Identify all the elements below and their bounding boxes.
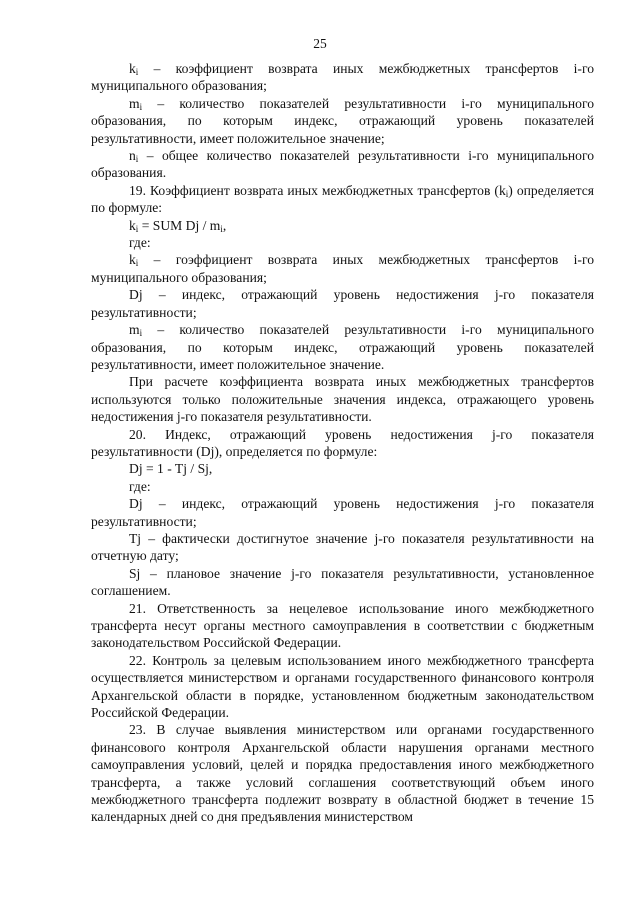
paragraph-item-20 (91, 426, 594, 461)
paragraph-pre-text: 21. Ответственность за нецелевое использование иного межбюджетного трансферта несут органы местного самоуправления в соответствии с бюджетным законодательством Российской Федерации. (91, 600, 594, 651)
paragraph-post-text: – гоэффициент возврата иных межбюджетных трансфертов i-го муниципального образования; (91, 252, 594, 285)
paragraph-sub-text: i (139, 328, 143, 339)
paragraph-pre-text: Tj – фактически достигнутое значение j-го показателя результативности на отчетную дату; (91, 530, 594, 564)
paragraph-def-dj-1 (91, 286, 594, 321)
paragraph-post-text: – коэффициент возврата иных межбюджетных трансфертов i-го муниципального образования; (91, 61, 594, 94)
paragraph-pre-text: Dj = 1 - Tj / Sj, (129, 461, 213, 477)
paragraph-pre-text: Dj – индекс, отражающий уровень недостижения j-го показателя результативности; (91, 496, 594, 529)
paragraph-pre-text: 23. В случае выявления министерством или органами государственного финансового контроля Архангельской области нарушения органами местного самоуправления условий, целей и порядка предоставления иного межбюджетного трансферта, а также условий соглашения соответствующий объем иного межбюджетного трансферта подлежит возврату в областной бюджет в течение 15 календарных дней со дня предъявления министерством (91, 722, 594, 825)
paragraph-def-ni (91, 147, 594, 182)
paragraph-pre-text: k (129, 217, 136, 233)
paragraph-item-23 (91, 721, 594, 825)
paragraph-pre-text: где: (129, 235, 151, 251)
paragraph-pre-text: m (129, 95, 140, 111)
paragraph-def-tj (91, 530, 594, 565)
paragraph-sub-text: i (135, 223, 139, 234)
paragraph-sub-text: i (139, 101, 143, 112)
paragraph-sub2-text: i (220, 223, 223, 234)
paragraph-pre-text: 20. Индекс, отражающий уровень недостижения j-го показателя результативности (Dj), определяется по формуле: (91, 426, 594, 459)
paragraph-post-text: = SUM Dj / m (138, 217, 221, 233)
paragraph-post-text: – количество показателей результативности i-го муниципального образования, по которым индекс, отражающий уровень показателей результативности, имеет положительное значение; (91, 95, 594, 146)
paragraph-where-1 (91, 234, 594, 251)
paragraph-note-positive (91, 373, 594, 425)
paragraph-where-2 (91, 478, 594, 495)
paragraph-post-text: ) определяется по формуле: (91, 182, 594, 216)
paragraph-pre-text: Sj – плановое значение j-го показателя результативности, установленное соглашением. (91, 565, 594, 599)
paragraph-pre-text: 22. Контроль за целевым использованием иного межбюджетного трансферта осуществляется министерством и органами государственного финансового контроля Архангельской области в порядке, установленном бюджетным законодательством Российской Федерации. (91, 652, 594, 721)
paragraph-def-mi-2 (91, 321, 594, 373)
paragraph-item-19 (91, 182, 594, 217)
paragraph-def-mi-1 (91, 95, 594, 147)
page-number: 25 (313, 36, 327, 51)
paragraph-item-21 (91, 600, 594, 652)
paragraph-sub-text: i (135, 67, 139, 77)
paragraph-pre-text: k (129, 61, 136, 76)
paragraph-pre-text: 19. Коэффициент возврата иных межбюджетных трансфертов (k (129, 182, 506, 198)
paragraph-item-22 (91, 652, 594, 722)
paragraph-pre-text: При расчете коэффициента возврата иных межбюджетных трансфертов используются только положительные значения индекса, отражающего уровень недостижения j-го показателя результативности. (91, 374, 594, 425)
paragraph-pre-text: где: (129, 478, 151, 494)
paragraph-pre-text: n (129, 148, 136, 164)
paragraph-def-sj (91, 565, 594, 600)
paragraph-sub-text: i (135, 258, 139, 269)
paragraph-def-ki-2 (91, 251, 594, 286)
document-body (91, 60, 594, 826)
paragraph-def-dj-2 (91, 495, 594, 530)
paragraph-formula-dj (91, 460, 594, 477)
paragraph-sub-text: i (135, 154, 139, 165)
paragraph-post-text: – общее количество показателей результативности i-го муниципального образования. (91, 148, 594, 181)
paragraph-def-ki-1 (91, 60, 594, 95)
paragraph-pre-text: k (129, 252, 136, 268)
paragraph-pre-text: m (129, 322, 140, 338)
paragraph-post-text: – количество показателей результативности i-го муниципального образования, по которым индекс, отражающий уровень показателей результативности, имеет положительное значение. (91, 322, 594, 372)
paragraph-sub-text: i (505, 188, 509, 199)
paragraph-post2-text: , (222, 217, 227, 233)
paragraph-pre-text: Dj – индекс, отражающий уровень недостижения j-го показателя результативности; (91, 287, 594, 320)
paragraph-formula-ki (91, 217, 594, 234)
